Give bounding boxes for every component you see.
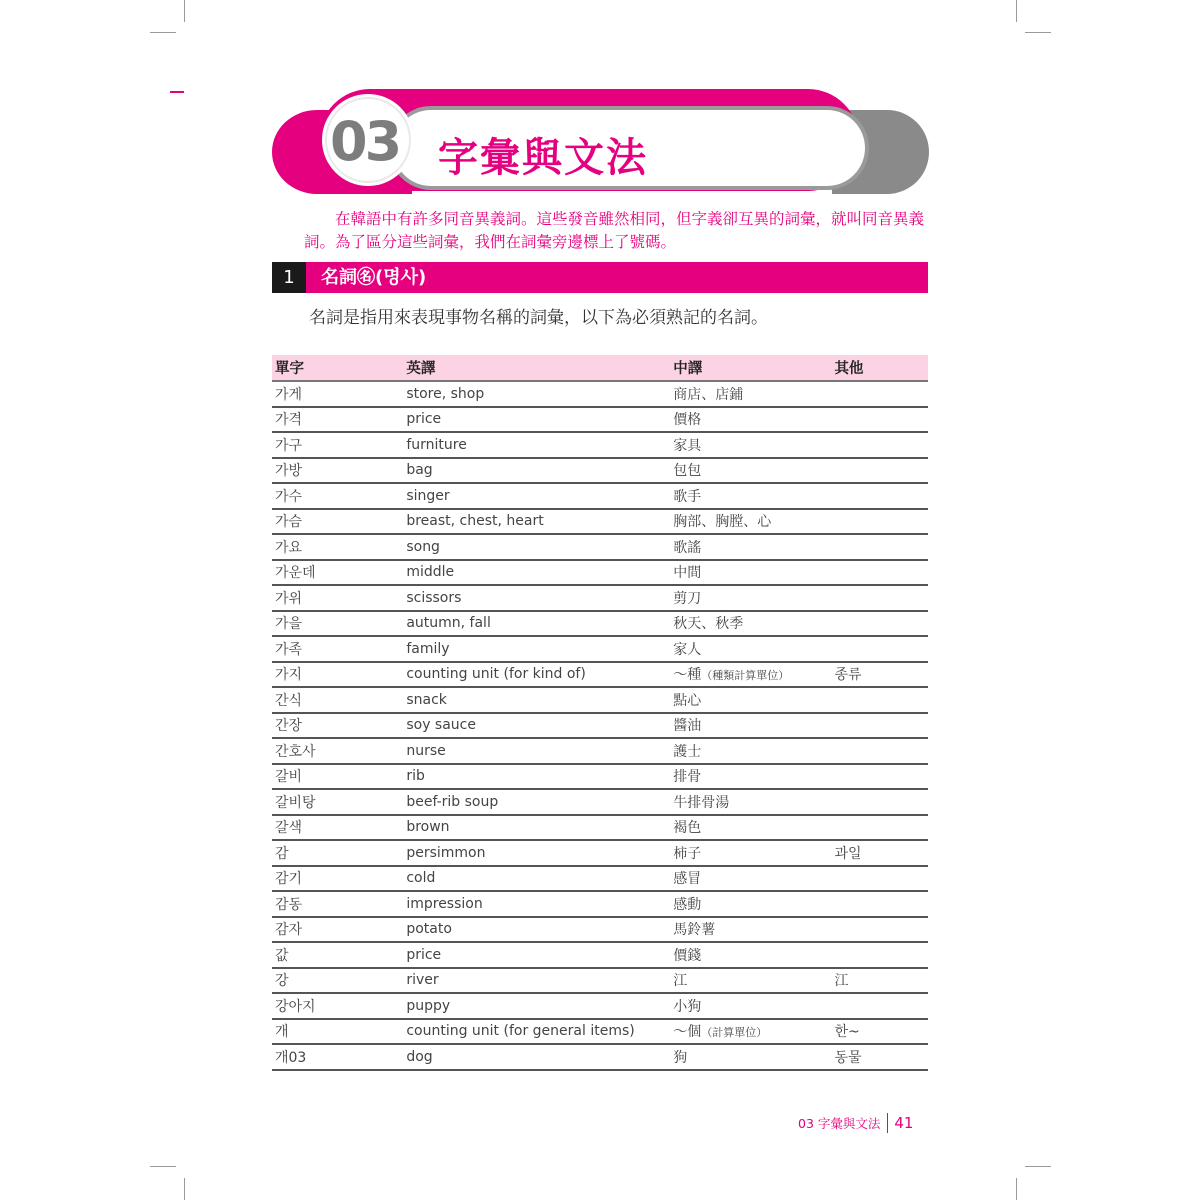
cell-chinese bbox=[673, 381, 834, 407]
chinese-note: （計算單位） bbox=[701, 1026, 768, 1040]
chinese-translation: 商店、店鋪 bbox=[673, 386, 744, 403]
chinese-translation: 牛排骨湯 bbox=[673, 794, 730, 811]
cell-english: beef-rib soup bbox=[406, 789, 673, 815]
cell-english: cold bbox=[406, 866, 673, 892]
cell-other bbox=[834, 891, 928, 917]
cell-english: price bbox=[406, 942, 673, 968]
chinese-translation: 中間 bbox=[673, 565, 702, 582]
cell-chinese bbox=[673, 840, 834, 866]
cell-word: 감자 bbox=[272, 917, 406, 943]
crop-mark bbox=[1025, 1166, 1051, 1167]
cell-english: bag bbox=[406, 458, 673, 484]
cell-english: breast, chest, heart bbox=[406, 509, 673, 535]
cell-other: 종류 bbox=[834, 662, 928, 688]
cell-other bbox=[834, 636, 928, 662]
section-title: 名詞㊔(명사) bbox=[321, 267, 427, 288]
cell-other bbox=[834, 381, 928, 407]
cell-word: 가게 bbox=[272, 381, 406, 407]
cell-other bbox=[834, 407, 928, 433]
cell-chinese bbox=[673, 789, 834, 815]
chinese-translation: 點心 bbox=[673, 692, 702, 709]
cell-other bbox=[834, 509, 928, 535]
cell-word: 감동 bbox=[272, 891, 406, 917]
cell-english: dog bbox=[406, 1044, 673, 1070]
cell-english: river bbox=[406, 968, 673, 994]
cell-other bbox=[834, 687, 928, 713]
table-row bbox=[272, 611, 928, 637]
cell-chinese bbox=[673, 917, 834, 943]
chinese-translation: 剪刀 bbox=[673, 590, 702, 607]
chinese-translation: 秋天、秋季 bbox=[673, 616, 744, 633]
cell-word: 가방 bbox=[272, 458, 406, 484]
cell-english: singer bbox=[406, 483, 673, 509]
cell-word: 가슴 bbox=[272, 509, 406, 535]
vocabulary-table bbox=[272, 355, 928, 1071]
crop-mark bbox=[184, 0, 185, 22]
page-number: 41 bbox=[894, 1114, 914, 1132]
cell-word: 가지 bbox=[272, 662, 406, 688]
cell-other bbox=[834, 458, 928, 484]
chinese-translation: 狗 bbox=[673, 1049, 688, 1066]
cell-word: 갈비 bbox=[272, 764, 406, 790]
cell-other: 과일 bbox=[834, 840, 928, 866]
cell-chinese bbox=[673, 942, 834, 968]
cell-word: 갈색 bbox=[272, 815, 406, 841]
cell-chinese bbox=[673, 560, 834, 586]
table-row bbox=[272, 866, 928, 892]
table-row bbox=[272, 764, 928, 790]
cell-other bbox=[834, 738, 928, 764]
cell-word: 감 bbox=[272, 840, 406, 866]
table-row bbox=[272, 1044, 928, 1070]
cell-word: 간호사 bbox=[272, 738, 406, 764]
cell-chinese bbox=[673, 611, 834, 637]
chinese-translation: 馬鈴薯 bbox=[673, 922, 716, 939]
crop-mark bbox=[1016, 1178, 1017, 1200]
cell-word: 감기 bbox=[272, 866, 406, 892]
cell-chinese bbox=[673, 585, 834, 611]
cell-english: autumn, fall bbox=[406, 611, 673, 637]
cell-other bbox=[834, 789, 928, 815]
footer-divider bbox=[887, 1113, 888, 1133]
chinese-translation: 褐色 bbox=[673, 820, 702, 837]
cell-chinese bbox=[673, 458, 834, 484]
cell-other bbox=[834, 866, 928, 892]
cell-other bbox=[834, 815, 928, 841]
table-row bbox=[272, 687, 928, 713]
cell-word: 가수 bbox=[272, 483, 406, 509]
crop-mark bbox=[150, 32, 176, 33]
chinese-translation: 胸部、胸膛、心 bbox=[673, 514, 772, 531]
cell-chinese bbox=[673, 738, 834, 764]
chinese-translation: 柿子 bbox=[673, 845, 702, 862]
table-row bbox=[272, 458, 928, 484]
cell-other bbox=[834, 560, 928, 586]
cell-other bbox=[834, 585, 928, 611]
table-row bbox=[272, 891, 928, 917]
cell-word: 개 bbox=[272, 1019, 406, 1045]
table-row bbox=[272, 534, 928, 560]
cell-english: price bbox=[406, 407, 673, 433]
cell-other: 한~ bbox=[834, 1019, 928, 1045]
cell-english: furniture bbox=[406, 432, 673, 458]
cell-english: middle bbox=[406, 560, 673, 586]
crop-mark bbox=[184, 1178, 185, 1200]
header-chinese: 中譯 bbox=[673, 355, 834, 381]
cell-other bbox=[834, 764, 928, 790]
chinese-translation: 家人 bbox=[673, 641, 702, 658]
table-row bbox=[272, 789, 928, 815]
table-row bbox=[272, 509, 928, 535]
chinese-translation: 感動 bbox=[673, 896, 702, 913]
table-row bbox=[272, 968, 928, 994]
chinese-translation: ～種 bbox=[673, 667, 702, 684]
cell-word: 갈비탕 bbox=[272, 789, 406, 815]
cell-english: brown bbox=[406, 815, 673, 841]
cell-english: scissors bbox=[406, 585, 673, 611]
cell-chinese bbox=[673, 687, 834, 713]
chinese-translation: 價格 bbox=[673, 412, 702, 429]
cell-english: counting unit (for general items) bbox=[406, 1019, 673, 1045]
cell-chinese bbox=[673, 764, 834, 790]
chapter-title: 字彙與文法 bbox=[438, 135, 648, 181]
cell-english: snack bbox=[406, 687, 673, 713]
cell-chinese bbox=[673, 636, 834, 662]
cell-other bbox=[834, 713, 928, 739]
cell-english: soy sauce bbox=[406, 713, 673, 739]
cell-other bbox=[834, 483, 928, 509]
cell-word: 가운데 bbox=[272, 560, 406, 586]
cell-english: counting unit (for kind of) bbox=[406, 662, 673, 688]
table-body bbox=[272, 381, 928, 1070]
cell-word: 가족 bbox=[272, 636, 406, 662]
cell-word: 가격 bbox=[272, 407, 406, 433]
cell-other: 동물 bbox=[834, 1044, 928, 1070]
chinese-translation: 感冒 bbox=[673, 871, 702, 888]
table-row bbox=[272, 942, 928, 968]
cell-english: puppy bbox=[406, 993, 673, 1019]
crop-mark bbox=[1025, 32, 1051, 33]
cell-other bbox=[834, 534, 928, 560]
cell-word: 개03 bbox=[272, 1044, 406, 1070]
cell-word: 가구 bbox=[272, 432, 406, 458]
cell-other: 江 bbox=[834, 968, 928, 994]
cell-word: 가위 bbox=[272, 585, 406, 611]
cell-word: 가요 bbox=[272, 534, 406, 560]
chinese-note: （種類計算單位） bbox=[701, 669, 790, 683]
cell-english: impression bbox=[406, 891, 673, 917]
chinese-translation: 歌手 bbox=[673, 488, 702, 505]
table-row bbox=[272, 917, 928, 943]
section-description: 名詞是指用來表現事物名稱的詞彙，以下為必須熟記的名詞。 bbox=[309, 308, 768, 328]
cell-chinese bbox=[673, 483, 834, 509]
chinese-translation: 家具 bbox=[673, 437, 702, 454]
cell-other bbox=[834, 917, 928, 943]
cell-chinese bbox=[673, 968, 834, 994]
chinese-translation: ～個 bbox=[673, 1024, 702, 1041]
cell-word: 간식 bbox=[272, 687, 406, 713]
table-row bbox=[272, 815, 928, 841]
cell-chinese bbox=[673, 662, 834, 688]
section-header bbox=[272, 262, 928, 293]
header-word: 單字 bbox=[272, 355, 406, 381]
cell-english: potato bbox=[406, 917, 673, 943]
chinese-translation: 排骨 bbox=[673, 769, 702, 786]
table-row bbox=[272, 560, 928, 586]
cell-english: store, shop bbox=[406, 381, 673, 407]
table-row bbox=[272, 1019, 928, 1045]
table-row bbox=[272, 432, 928, 458]
cell-other bbox=[834, 432, 928, 458]
footer-chapter-ref: 03 字彙與文法 bbox=[798, 1116, 881, 1131]
chinese-translation: 小狗 bbox=[673, 998, 702, 1015]
chinese-translation: 歌謠 bbox=[673, 539, 702, 556]
cell-other bbox=[834, 942, 928, 968]
table-row bbox=[272, 840, 928, 866]
cell-chinese bbox=[673, 407, 834, 433]
cell-chinese bbox=[673, 509, 834, 535]
table-row bbox=[272, 381, 928, 407]
cell-word: 간장 bbox=[272, 713, 406, 739]
intro-paragraph: 在韓語中有許多同音異義詞。這些發音雖然相同，但字義卻互異的詞彙，就叫同音異義詞。為了區分這些詞彙，我們在詞彙旁邊標上了號碼。 bbox=[304, 210, 925, 251]
chinese-translation: 包包 bbox=[673, 463, 702, 480]
cell-chinese bbox=[673, 713, 834, 739]
cell-english: persimmon bbox=[406, 840, 673, 866]
cell-chinese bbox=[673, 866, 834, 892]
cell-chinese bbox=[673, 815, 834, 841]
cell-chinese bbox=[673, 1044, 834, 1070]
table-header-row bbox=[272, 355, 928, 381]
chinese-translation: 江 bbox=[673, 973, 688, 990]
chinese-translation: 價錢 bbox=[673, 947, 702, 964]
margin-mark bbox=[170, 91, 184, 93]
cell-other bbox=[834, 611, 928, 637]
cell-english: song bbox=[406, 534, 673, 560]
cell-word: 강 bbox=[272, 968, 406, 994]
table-row bbox=[272, 993, 928, 1019]
chinese-translation: 醬油 bbox=[673, 718, 702, 735]
cell-chinese bbox=[673, 1019, 834, 1045]
cell-english: family bbox=[406, 636, 673, 662]
page-footer bbox=[798, 1112, 913, 1134]
crop-mark bbox=[150, 1166, 176, 1167]
cell-chinese bbox=[673, 993, 834, 1019]
table-row bbox=[272, 483, 928, 509]
cell-word: 가을 bbox=[272, 611, 406, 637]
cell-chinese bbox=[673, 534, 834, 560]
cell-other bbox=[834, 993, 928, 1019]
chapter-number: 03 bbox=[330, 110, 400, 173]
table-row bbox=[272, 585, 928, 611]
cell-chinese bbox=[673, 891, 834, 917]
cell-word: 값 bbox=[272, 942, 406, 968]
cell-english: nurse bbox=[406, 738, 673, 764]
table-row bbox=[272, 636, 928, 662]
table-row bbox=[272, 662, 928, 688]
header-english: 英譯 bbox=[406, 355, 673, 381]
header-other: 其他 bbox=[834, 355, 928, 381]
table-row bbox=[272, 713, 928, 739]
table-row bbox=[272, 407, 928, 433]
section-number: 1 bbox=[272, 262, 306, 293]
chinese-translation: 護士 bbox=[673, 743, 702, 760]
cell-chinese bbox=[673, 432, 834, 458]
cell-word: 강아지 bbox=[272, 993, 406, 1019]
cell-english: rib bbox=[406, 764, 673, 790]
crop-mark bbox=[1016, 0, 1017, 22]
table-row bbox=[272, 738, 928, 764]
